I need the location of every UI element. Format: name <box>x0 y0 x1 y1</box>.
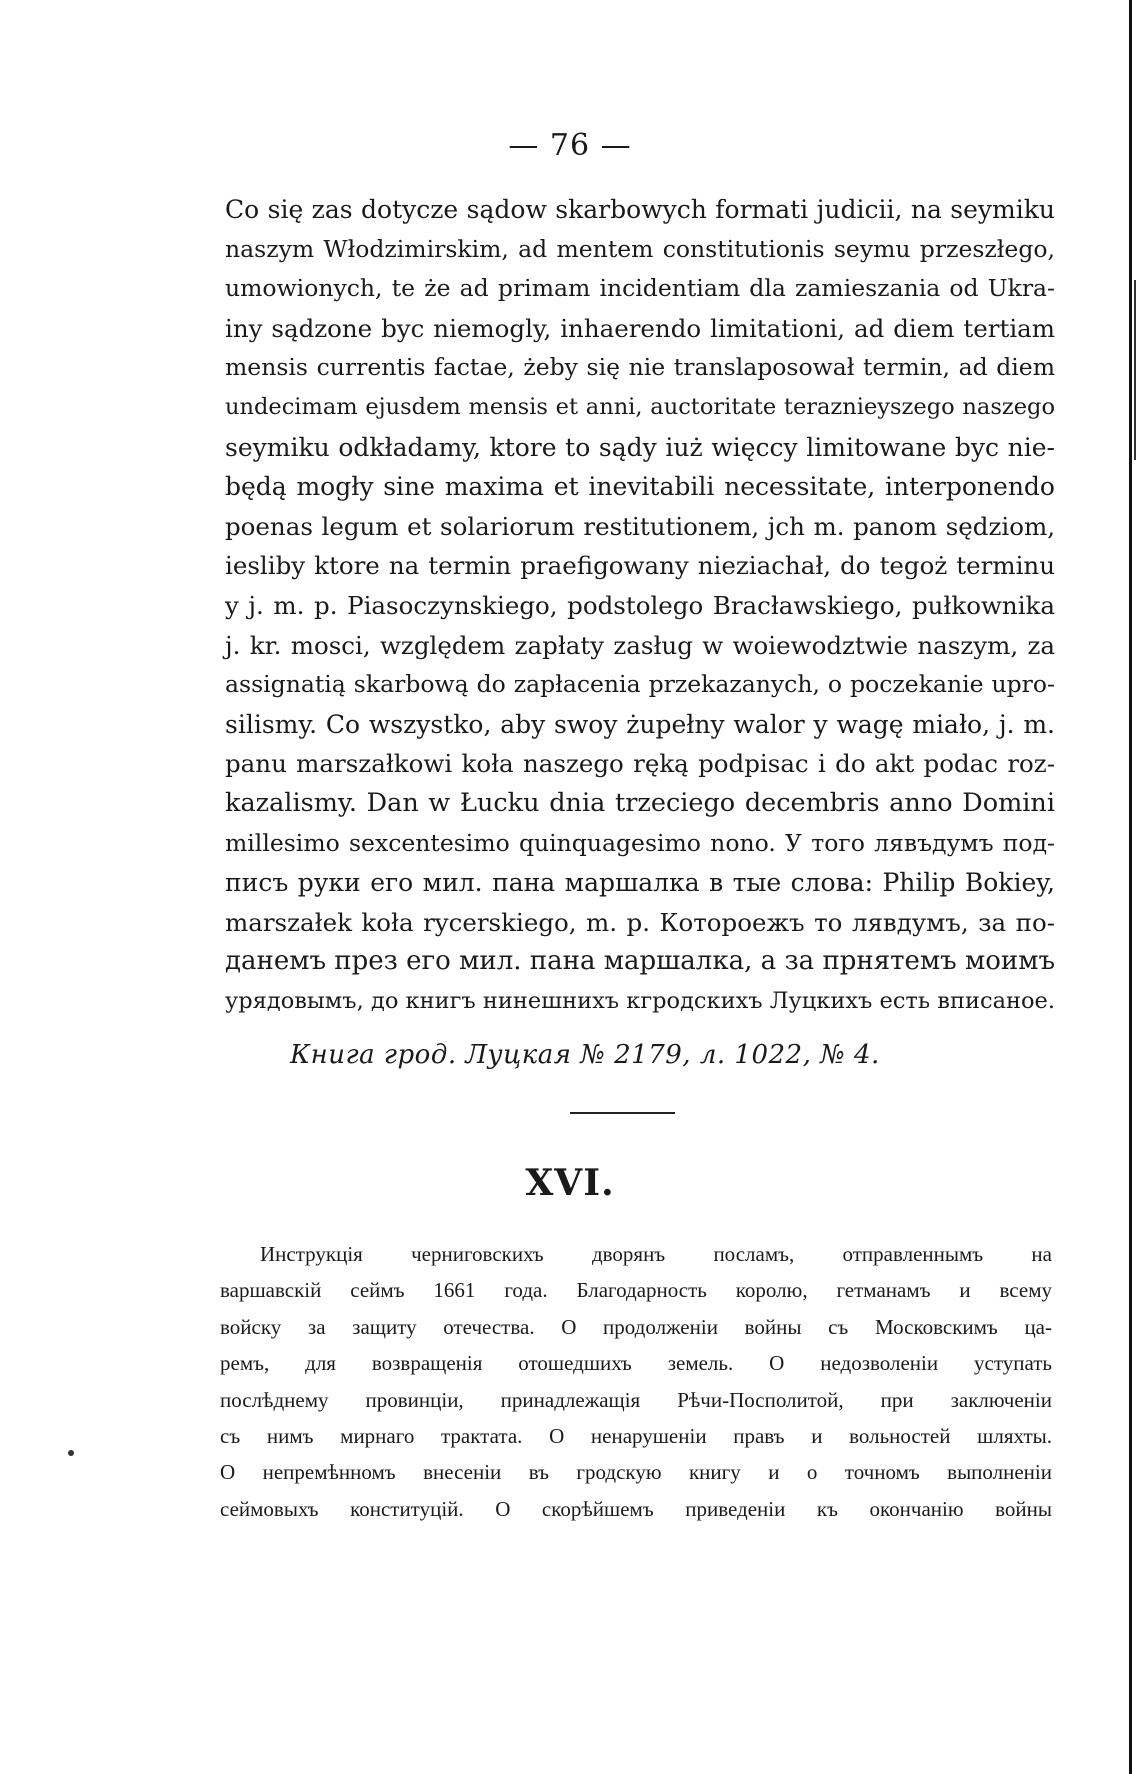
body-line: panu marszałkowi koła naszego ręką podpisac i do akt podac roz- <box>225 749 1055 779</box>
body-line: seymiku odkładamy, ktore to sądy iuż więccy limitowane byc nie- <box>225 432 1055 462</box>
body-line: poenas legum et solariorum restitutionem, jch m. panom sędziom, <box>225 511 1055 541</box>
section-heading: XVI. <box>525 1162 615 1204</box>
body-line: umowionych, te że ad primam incidentiam dla zamieszania od Ukra- <box>225 274 1055 303</box>
body-line: undecimam ejusdem mensis et anni, auctoritate teraznieyszego naszego <box>225 393 1055 420</box>
body-line: mensis currentis factae, żeby się nie translaposował termin, ad diem <box>225 353 1055 382</box>
body-line: silismy. Co wszystko, aby swoy żupełny walor y wagę miało, j. m. <box>225 709 1055 739</box>
body-line: урядовымъ, до книгъ нинешнихъ кгродскихъ Луцкихъ есть вписаное. <box>225 987 1055 1014</box>
source-citation: Книга грод. Луцкая № 2179, л. 1022, № 4. <box>290 1040 880 1070</box>
section-summary <box>220 1236 1052 1527</box>
page-edge-line <box>1129 0 1132 1774</box>
body-line: писъ руки его мил. пана маршалка в тые слова: Philip Bokiey, <box>225 868 1055 898</box>
body-line: iny sądzone byc niemogly, inhaerendo limitationi, ad diem tertiam <box>225 313 1055 343</box>
body-line: y j. m. p. Piasoczynskiego, podstolego Bracławskiego, pułkownika <box>225 590 1055 620</box>
page-number: — 76 — <box>508 128 632 163</box>
body-line: będą mogły sine maxima et inevitabili necessitate, interponendo <box>225 472 1055 502</box>
body-line: Co się zas dotycze sądow skarbowych formati judicii, na seymiku <box>225 195 1055 224</box>
body-line: assignatią skarbową do zapłacenia przekazanych, o poczekanie upro- <box>225 670 1055 699</box>
body-line: millesimo sexcentesimo quinquagesimo nono. У того лявъдумъ под- <box>225 828 1055 857</box>
section-divider <box>570 1112 675 1114</box>
body-line: naszym Włodzimirskim, ad mentem constitutionis seymu przeszłego, <box>225 234 1055 263</box>
body-text <box>225 190 1055 1021</box>
body-line: iesliby ktore na termin praefigowany nieziachał, do tegoż terminu <box>225 551 1055 581</box>
summary-line: варшавскій сеймъ 1661 года. Благодарность королю, гетманамъ и всему <box>220 1278 1052 1303</box>
summary-line: Инструкція черниговскихъ дворянъ посламъ, отправленнымъ на <box>260 1242 1052 1266</box>
summary-line: войску за защиту отечества. О продолженіи войны съ Московскимъ ца- <box>220 1314 1052 1339</box>
summary-line: сеймовыхъ конституцій. О скорѣйшемъ приведеніи къ окончанію войны <box>220 1496 1052 1521</box>
summary-line: О непремѣнномъ внесеніи въ гродскую книгу и о точномъ выполненіи <box>220 1460 1052 1485</box>
summary-line: ремъ, для возвращенія отошедшихъ земель. О недозволеніи уступать <box>220 1351 1052 1376</box>
body-line: marszałek koła rycerskiego, m. p. Которoежъ то лявдумъ, за по- <box>225 907 1055 937</box>
scan-speck <box>68 1450 74 1456</box>
summary-line: съ нимъ мирнаго трактата. О ненарушеніи правъ и вольностей шляхты. <box>220 1423 1052 1448</box>
body-line: kazalismy. Dan w Łucku dnia trzeciego decembris anno Domini <box>225 787 1055 818</box>
summary-line: послѣднему провинціи, принадлежащія Рѣчи-Посполитой, при заключеніи <box>220 1387 1052 1412</box>
body-line: данемъ през его мил. пана маршалка, а за прнятемъ моимъ <box>225 946 1055 977</box>
body-line: j. kr. mosci, względem zapłaty zasług w woiewodztwie naszym, za <box>225 630 1055 660</box>
page-edge-mark <box>1134 280 1136 460</box>
